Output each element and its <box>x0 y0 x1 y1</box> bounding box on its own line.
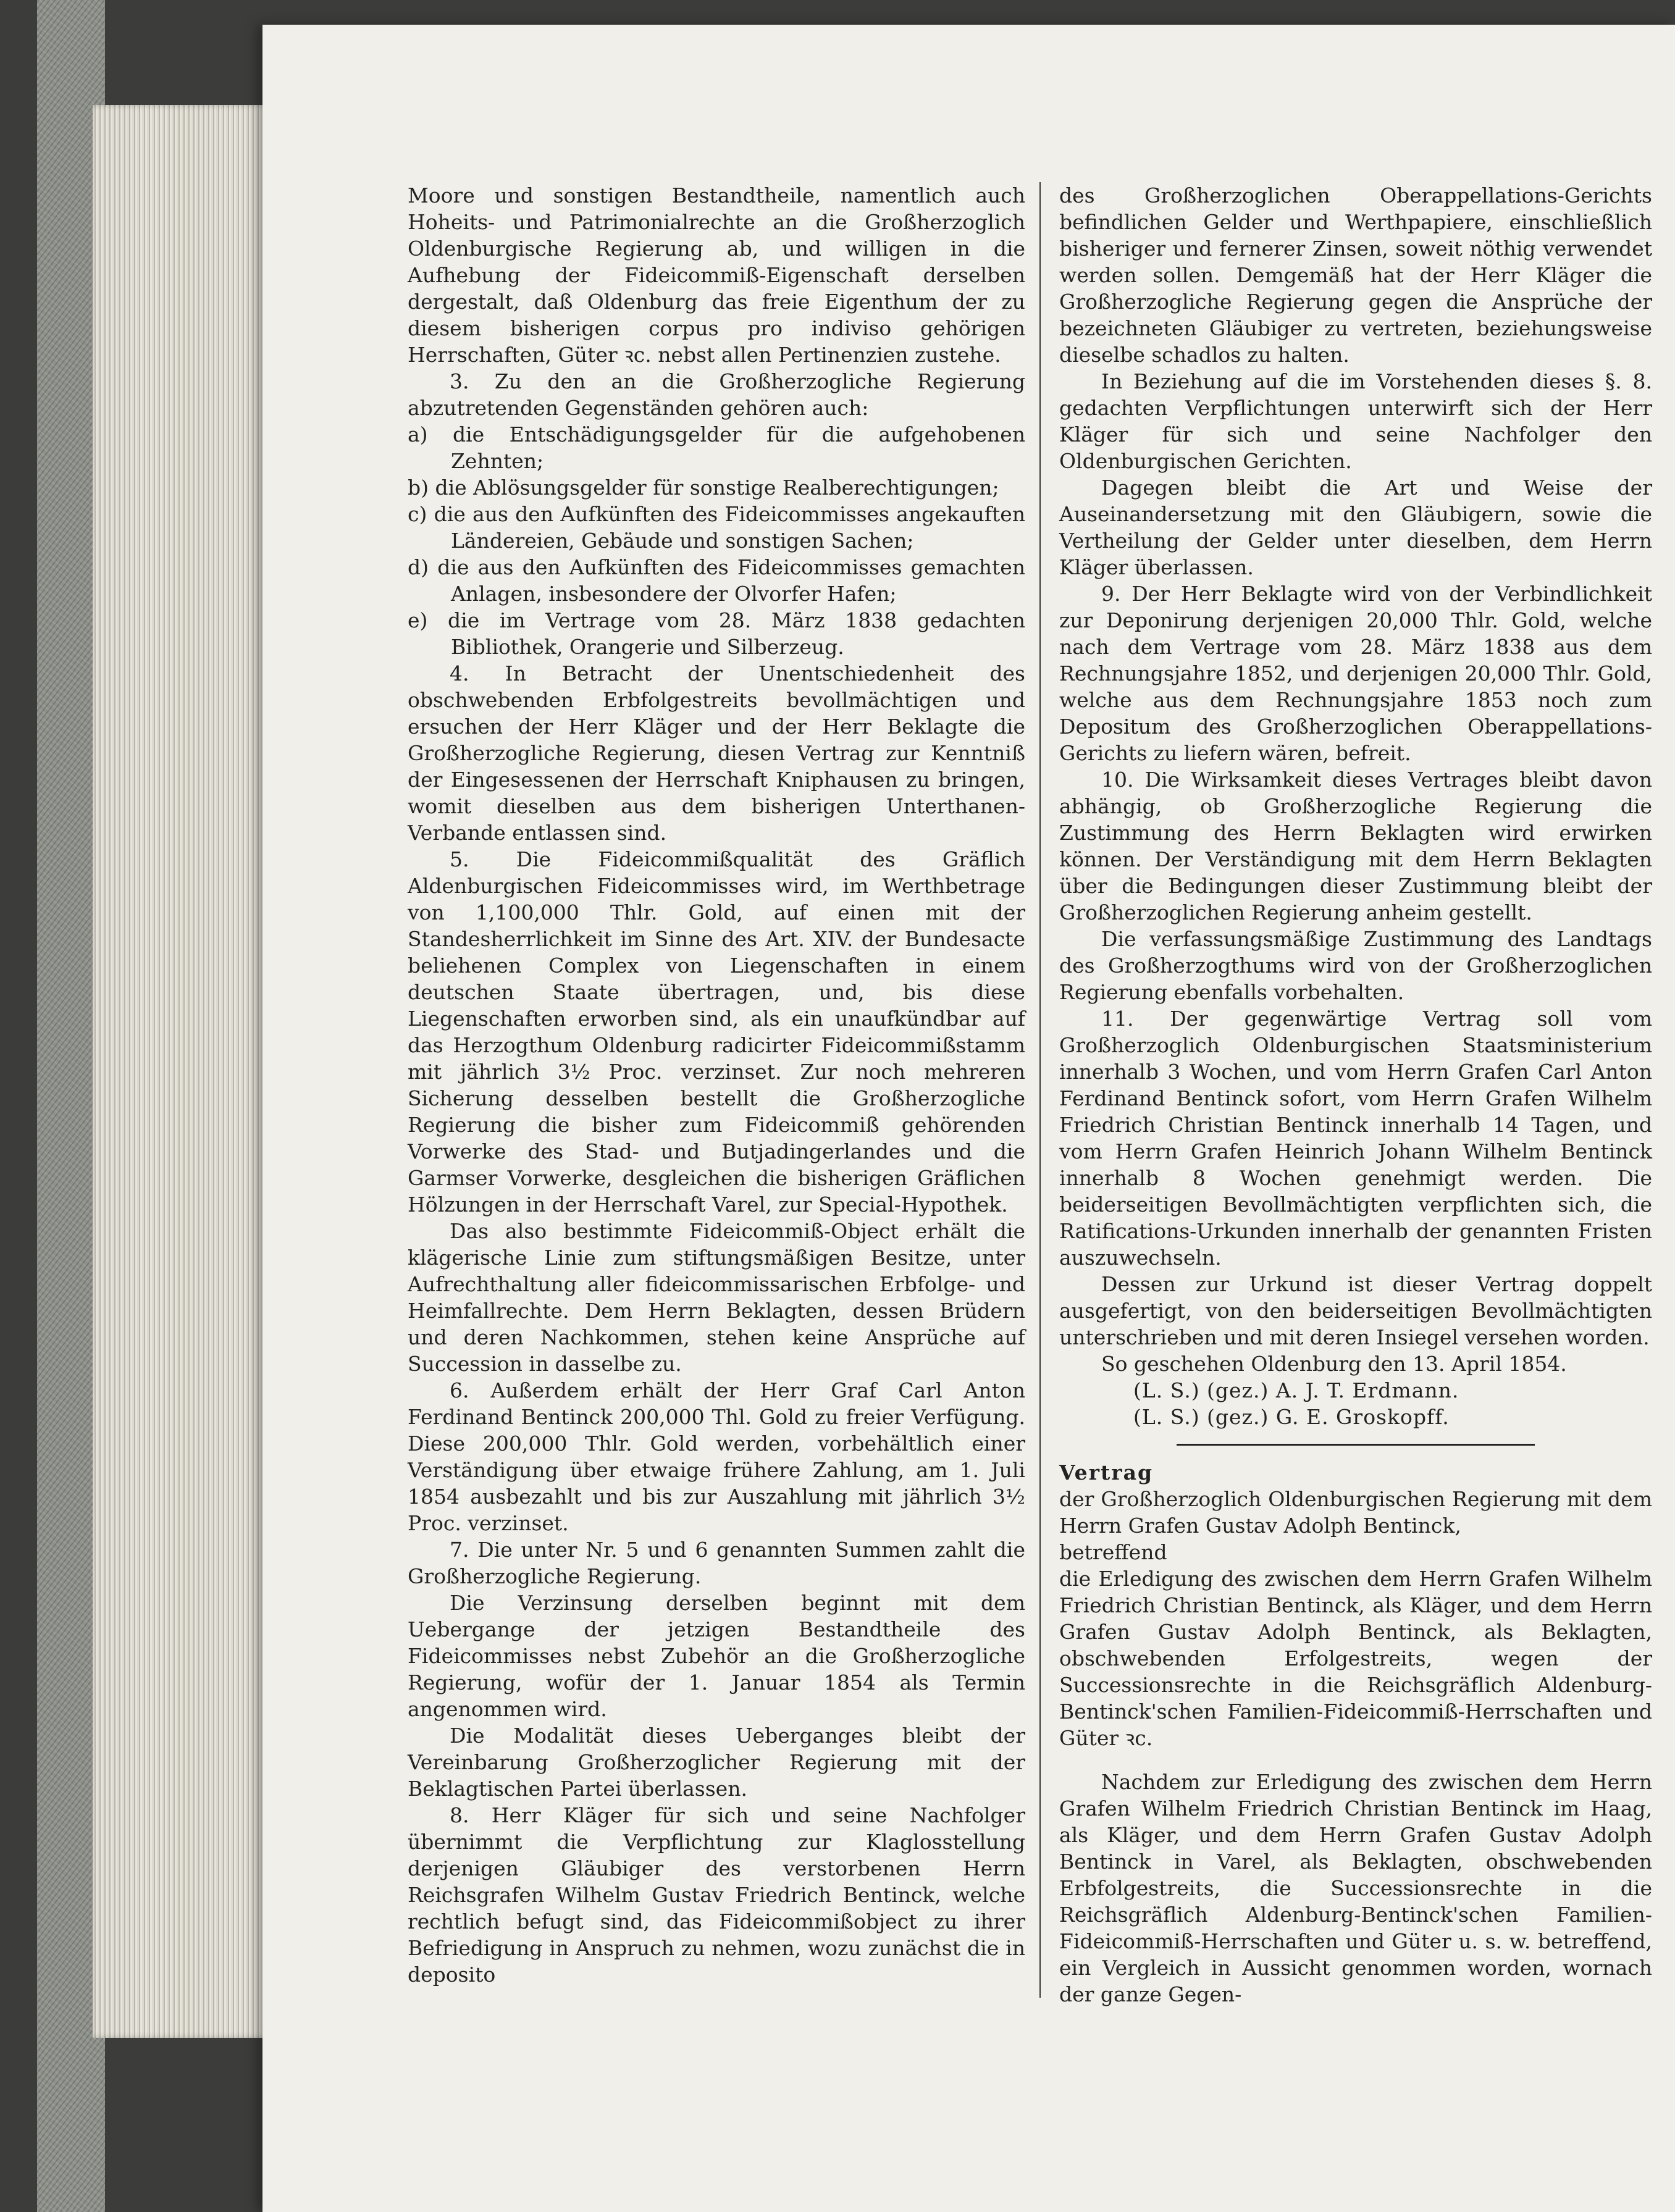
section-betreffend: betreffend <box>1059 1540 1167 1564</box>
section-title: Vertrag <box>1059 1460 1154 1485</box>
page-edges <box>93 105 272 2038</box>
paragraph: Dagegen bleibt die Art und Weise der Auseinandersetzung mit den Gläubigern, sowie die Vertheilung der Gelder unter dieselben, dem Herrn Kläger überlassen. <box>1059 475 1652 579</box>
paragraph: d) die aus den Aufkünften des Fideicommisses gemachten Anlagen, insbesondere der Olvorfer Hafen; <box>408 555 1025 606</box>
section-rule <box>1177 1444 1535 1446</box>
paragraph: 6. Außerdem erhält der Herr Graf Carl Anton Ferdinand Bentinck 200,000 Thl. Gold zu freier Verfügung. Diese 200,000 Thlr. Gold werden, vorbehältlich einer Verständigung über etwaige frühere Zahlung, am 1. Juli 1854 ausbezahlt und bis zur Auszahlung mit jährlich 3½ Proc. verzinset. <box>408 1378 1025 1535</box>
paragraph: a) die Entschädigungsgelder für die aufgehobenen Zehnten; <box>408 422 1025 473</box>
section-subject: die Erledigung des zwischen dem Herrn Grafen Wilhelm Friedrich Christian Bentinck, als Kläger, und dem Herrn Grafen Gustav Adolph Bentinck, als Beklagten, obschwebenden Erfolgestreits, wegen der Successionsrechte in die Reichsgräflich Aldenburg-Bentinck'schen Familien-Fideicommiß-Herrschaften und Güter ꝛc. <box>1059 1567 1652 1750</box>
paragraph: (L. S.) (gez.) G. E. Groskopff. <box>1133 1405 1450 1429</box>
right-column <box>1059 182 1652 2008</box>
right-column-articles <box>1059 182 1652 1430</box>
section-body: Nachdem zur Erledigung des zwischen dem Herrn Grafen Wilhelm Friedrich Christian Bentinck im Haag, als Kläger, und dem Herrn Grafen Gustav Adolph Bentinck in Varel, als Beklagten, obschwebenden Erbfolgestreits, die Successionsrechte in die Reichsgräflich Aldenburg-Bentinck'schen Familien-Fideicommiß-Herrschaften und Güter u. s. w. betreffend, ein Vergleich in Aussicht genommen worden, wornach der ganze Gegen- <box>1059 1770 1652 2006</box>
paragraph: Dessen zur Urkund ist dieser Vertrag doppelt ausgefertigt, von den beiderseitigen Bevollmächtigten unterschrieben und mit deren Insiegel versehen worden. <box>1059 1272 1652 1349</box>
paragraph: 5. Die Fideicommißqualität des Gräflich Aldenburgischen Fideicommisses wird, im Werthbetrage von 1,100,000 Thlr. Gold, auf einen mit der Standesherrlichkeit im Sinne des Art. XIV. der Bundesacte beliehenen Complex von Liegenschaften in einem deutschen Staate übertragen, und, bis diese Liegenschaften erworben sind, als ein unaufkündbar auf das Herzogthum Oldenburg radicirter Fideicommißstamm mit jährlich 3½ Proc. verzinset. Zur noch mehreren Sicherung desselben bestellt die Großherzogliche Regierung die bisher zum Fideicommiß gehörenden Vorwerke des Stad- und Butjadingerlandes und die Garmser Vorwerke, desgleichen die bisherigen Gräflichen Hölzungen in der Herrschaft Varel, zur Special-Hypothek. <box>408 847 1025 1217</box>
paragraph: Das also bestimmte Fideicommiß-Object erhält die klägerische Linie zum stiftungsmäßigen Besitze, unter Aufrechthaltung aller fideicommissarischen Erbfolge- und Heimfallrechte. Dem Herrn Beklagten, dessen Brüdern und deren Nachkommen, stehen keine Ansprüche auf Succession in dasselbe zu. <box>408 1219 1025 1376</box>
paragraph: Die Modalität dieses Ueberganges bleibt der Vereinbarung Großherzoglicher Regierung mit der Beklagtischen Partei überlassen. <box>408 1724 1025 1801</box>
paragraph: 4. In Betracht der Unentschiedenheit des obschwebenden Erbfolgestreits bevollmächtigen und ersuchen der Herr Kläger und der Herr Beklagte die Großherzogliche Regierung, diesen Vertrag zur Kenntniß der Eingesessenen der Herrschaft Kniphausen zu bringen, womit dieselben aus dem bisherigen Unterthanen-Verbande entlassen sind. <box>408 661 1025 845</box>
paragraph: c) die aus den Aufkünften des Fideicommisses angekauften Ländereien, Gebäude und sonstigen Sachen; <box>408 502 1025 553</box>
paragraph: 11. Der gegenwärtige Vertrag soll vom Großherzoglich Oldenburgischen Staatsministerium innerhalb 3 Wochen, und vom Herrn Grafen Carl Anton Ferdinand Bentinck sofort, vom Herrn Grafen Wilhelm Friedrich Christian Bentinck innerhalb 14 Tagen, und vom Herrn Grafen Heinrich Johann Wilhelm Bentinck innerhalb 8 Wochen genehmigt werden. Die beiderseitigen Bevollmächtigten verpflichten sich, die Ratifications-Urkunden innerhalb der genannten Fristen auszuwechseln. <box>1059 1007 1652 1270</box>
paragraph: 9. Der Herr Beklagte wird von der Verbindlichkeit zur Deponirung derjenigen 20,000 Thlr. Gold, welche nach dem Vertrage vom 28. März 1838 aus dem Rechnungsjahre 1852, und derjenigen 20,000 Thlr. Gold, welche aus dem Rechnungsjahre 1853 noch zum Depositum des Großherzoglichen Oberappellations-Gerichts zu liefern wären, befreit. <box>1059 582 1652 765</box>
paragraph: 10. Die Wirksamkeit dieses Vertrages bleibt davon abhängig, ob Großherzogliche Regierung die Zustimmung des Herrn Beklagten wird erwirken können. Der Verständigung mit dem Herrn Beklagten über die Bedingungen dieser Zustimmung bleibt der Großherzoglichen Regierung anheim gestellt. <box>1059 768 1652 924</box>
paragraph: 3. Zu den an die Großherzogliche Regierung abzutretenden Gegenständen gehören auch: <box>408 369 1025 420</box>
section-subtitle: der Großherzoglich Oldenburgischen Regierung mit dem Herrn Grafen Gustav Adolph Bentinck, <box>1059 1487 1652 1538</box>
paragraph: 7. Die unter Nr. 5 und 6 genannten Summen zahlt die Großherzogliche Regierung. <box>408 1538 1025 1588</box>
paragraph: (L. S.) (gez.) A. J. T. Erdmann. <box>1133 1378 1459 1402</box>
paragraph: 8. Herr Kläger für sich und seine Nachfolger übernimmt die Verpflichtung zur Klaglosstellung derjenigen Gläubiger des verstorbenen Herrn Reichsgrafen Wilhelm Gustav Friedrich Bentinck, welche rechtlich befugt sind, das Fideicommißobject zu ihrer Befriedigung in Anspruch zu nehmen, wozu zunächst die in deposito <box>408 1803 1025 1987</box>
column-divider <box>1039 182 1041 1998</box>
paragraph: In Beziehung auf die im Vorstehenden dieses §. 8. gedachten Verpflichtungen unterwirft sich der Herr Kläger für sich und seine Nachfolger den Oldenburgischen Gerichten. <box>1059 369 1652 473</box>
paragraph: Die verfassungsmäßige Zustimmung des Landtags des Großherzogthums wird von der Großherzoglichen Regierung ebenfalls vorbehalten. <box>1059 927 1652 1004</box>
paragraph: Die Verzinsung derselben beginnt mit dem Uebergange der jetzigen Bestandtheile des Fideicommisses nebst Zubehör an die Großherzogliche Regierung, wofür der 1. Januar 1854 als Termin angenommen wird. <box>408 1591 1025 1721</box>
paragraph: des Großherzoglichen Oberappellations-Gerichts befindlichen Gelder und Werthpapiere, einschließlich bisheriger und fernerer Zinsen, soweit nöthig verwendet werden sollen. Demgemäß hat der Herr Kläger die Großherzogliche Regierung gegen die Ansprüche der bezeichneten Gläubiger zu vertreten, beziehungsweise dieselbe schadlos zu halten. <box>1059 183 1652 367</box>
paragraph: So geschehen Oldenburg den 13. April 1854. <box>1101 1352 1567 1376</box>
paragraph: e) die im Vertrage vom 28. März 1838 gedachten Bibliothek, Orangerie und Silberzeug. <box>408 608 1025 659</box>
left-column <box>408 182 1025 1988</box>
paragraph: b) die Ablösungsgelder für sonstige Realberechtigungen; <box>408 475 999 500</box>
paragraph: Moore und sonstigen Bestandtheile, namentlich auch Hoheits- und Patrimonialrechte an die Großherzoglich Oldenburgische Regierung ab, und willigen in die Aufhebung der Fideicommiß-Eigenschaft derselben dergestalt, daß Oldenburg das freie Eigenthum der zu diesem bisherigen corpus pro indiviso gehörigen Herrschaften, Güter ꝛc. nebst allen Pertinenzien zustehe. <box>408 183 1025 367</box>
document-page <box>262 25 1675 2212</box>
